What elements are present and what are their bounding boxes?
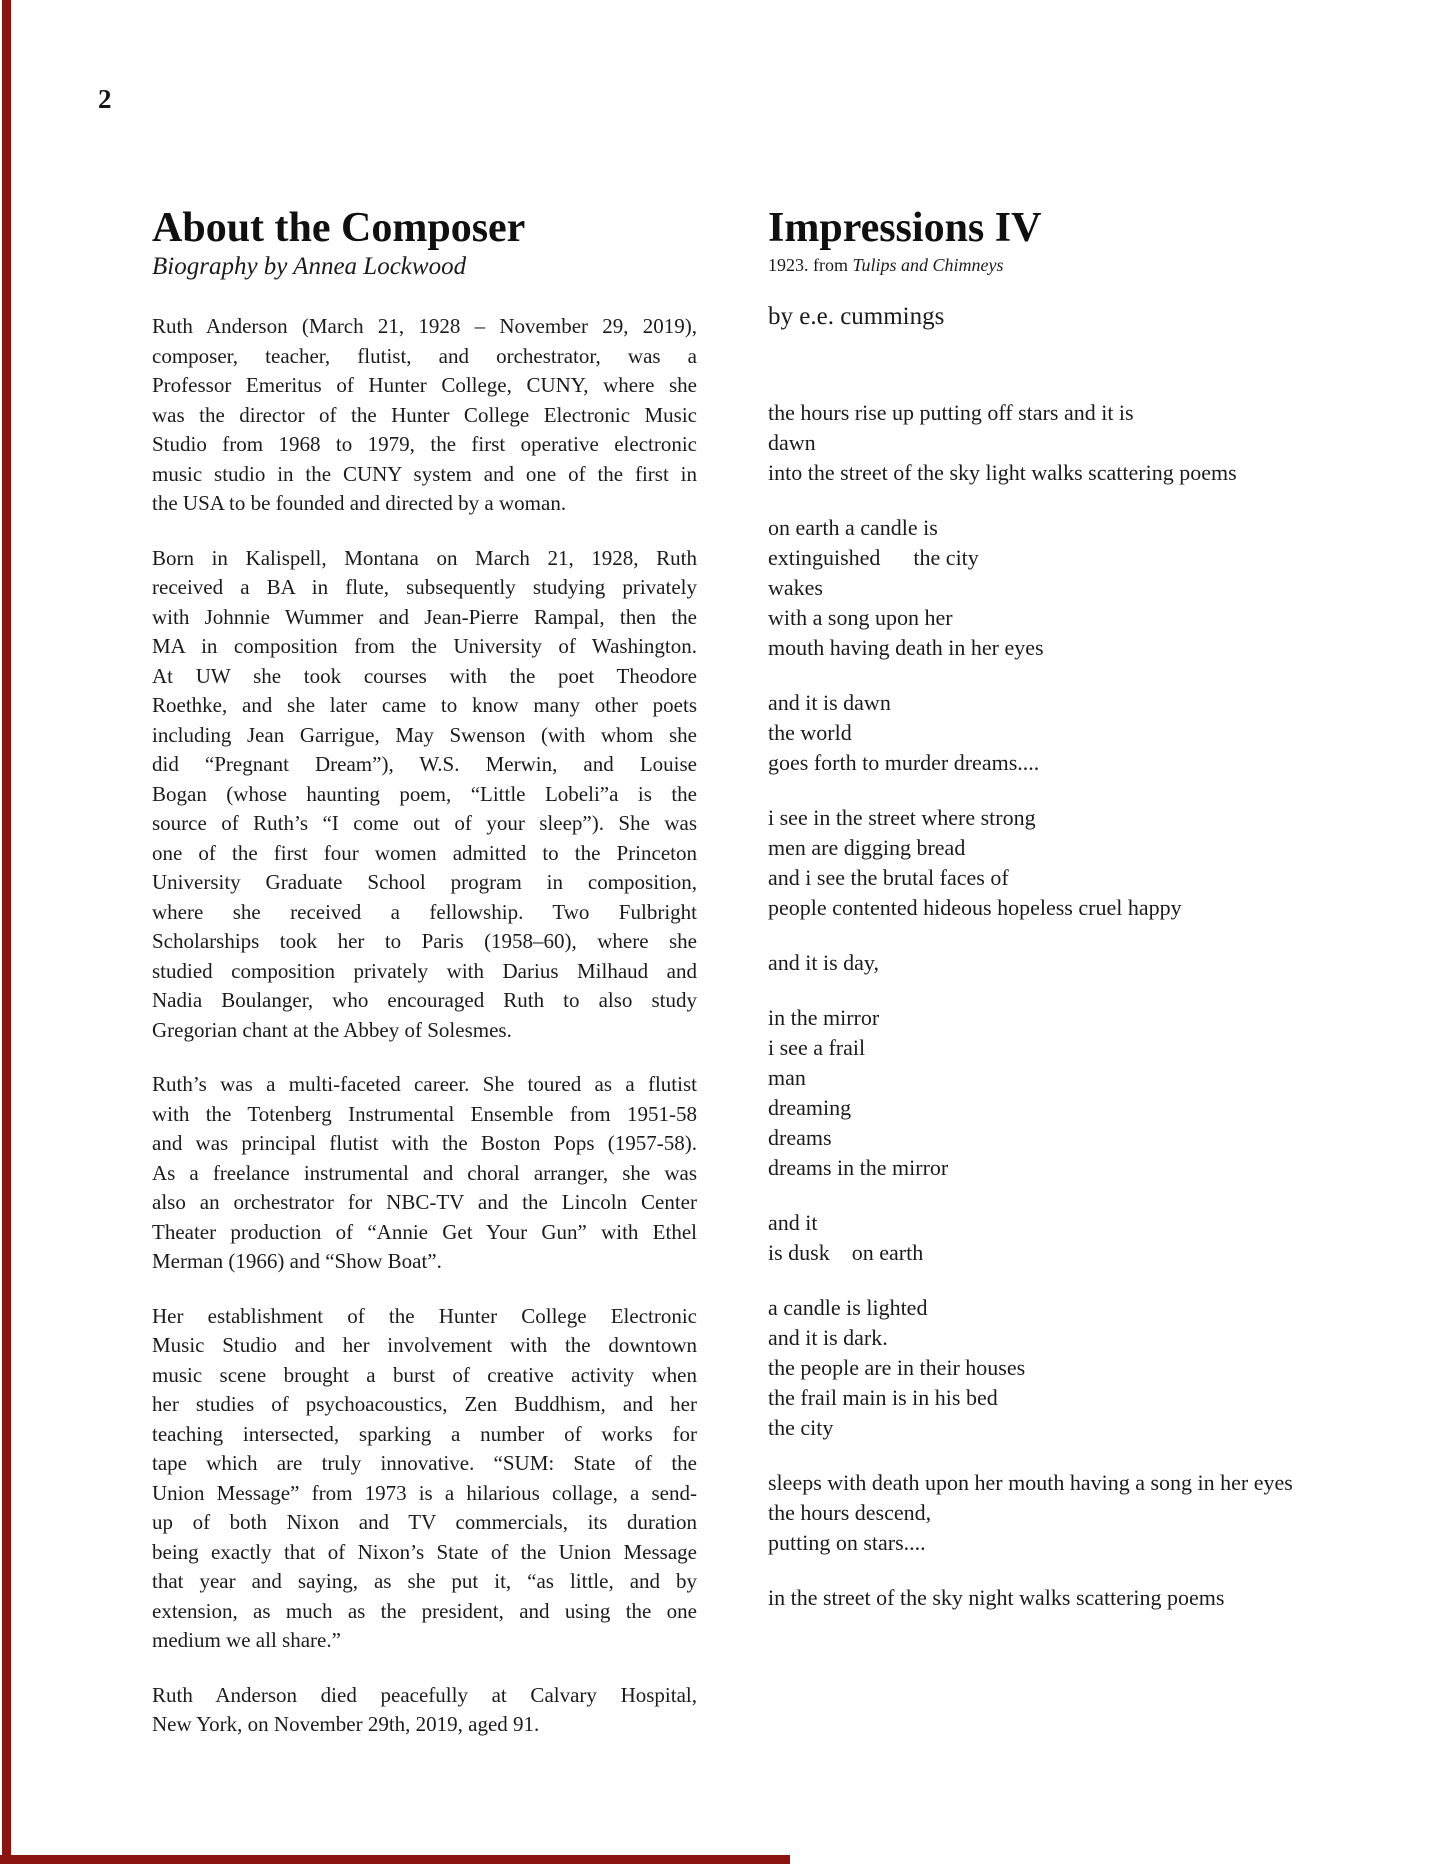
poem-stanza <box>768 1468 1388 1558</box>
bio-paragraph <box>152 1681 697 1740</box>
poem-source-year: 1923. from <box>768 255 853 275</box>
poem-line: dreams <box>768 1125 832 1150</box>
poem-stanza <box>768 948 1388 978</box>
bio-line: music scene brought a burst of creative activity when <box>152 1362 697 1387</box>
poem-line: into the street of the sky light walks scattering poems <box>768 460 1237 485</box>
poem-line: and it <box>768 1210 818 1235</box>
bio-line: extension, as much as the president, and using the one <box>152 1598 697 1623</box>
poem-line: i see in the street where strong <box>768 805 1036 830</box>
left-edge-rule <box>2 0 11 1864</box>
bio-line: did “Pregnant Dream”), W.S. Merwin, and Louise <box>152 752 697 776</box>
bio-line: also an orchestrator for NBC-TV and the Lincoln Center <box>152 1190 697 1214</box>
bio-line: Nadia Boulanger, who encouraged Ruth to also study <box>152 988 697 1012</box>
bio-line: At UW she took courses with the poet Theodore <box>152 663 697 688</box>
bio-line: Her establishment of the Hunter College Electronic <box>152 1303 697 1328</box>
poem-line: the people are in their houses <box>768 1355 1026 1380</box>
bio-line: Bogan (whose haunting poem, “Little Lobeli”a is the <box>152 781 697 806</box>
poem-line: dreams in the mirror <box>768 1155 949 1180</box>
poem-line: mouth having death in her eyes <box>768 635 1044 660</box>
bio-line: was the director of the Hunter College Electronic Music <box>152 402 697 427</box>
poem-line: dawn <box>768 430 816 455</box>
bio-line: Ruth Anderson died peacefully at Calvary Hospital, <box>152 1682 697 1707</box>
poem-line: the city <box>768 1415 834 1440</box>
poem-body <box>768 398 1388 1613</box>
bottom-edge-rule <box>0 1855 790 1864</box>
bio-line: that year and saying, as she put it, “as little, and by <box>152 1569 697 1593</box>
bio-line: Roethke, and she later came to know many other poets <box>152 693 697 717</box>
poem-line: putting on stars.... <box>768 1530 926 1555</box>
bio-line: medium we all share.” <box>152 1628 341 1652</box>
bio-line: tape which are truly innovative. “SUM: State of the <box>152 1451 697 1475</box>
poem-line: the hours rise up putting off stars and it is <box>768 400 1134 425</box>
poem-line: on earth a candle is <box>768 515 938 540</box>
bio-line: including Jean Garrigue, May Swenson (with whom she <box>152 722 697 747</box>
bio-line: teaching intersected, sparking a number of works for <box>152 1421 697 1446</box>
bio-line: and was principal flutist with the Boston Pops (1957-58). <box>152 1131 697 1155</box>
bio-paragraph <box>152 1070 697 1277</box>
poem-line: man <box>768 1065 806 1090</box>
bio-paragraph <box>152 312 697 519</box>
bio-line: composer, teacher, flutist, and orchestrator, was a <box>152 343 697 368</box>
poem-stanza <box>768 1208 1388 1268</box>
poem-line: is dusk on earth <box>768 1240 924 1265</box>
bio-line: one of the first four women admitted to the Princeton <box>152 840 697 865</box>
poem-line: with a song upon her <box>768 605 953 630</box>
bio-line: Scholarships took her to Paris (1958–60), where she <box>152 929 697 953</box>
poem-line: men are digging bread <box>768 835 966 860</box>
bio-line: Ruth Anderson (March 21, 1928 – November 29, 2019), <box>152 314 697 338</box>
bio-line: her studies of psychoacoustics, Zen Buddhism, and her <box>152 1392 697 1416</box>
bio-line: Theater production of “Annie Get Your Gun” with Ethel <box>152 1219 697 1244</box>
bio-line: where she received a fellowship. Two Fulbright <box>152 899 697 924</box>
poem-line: the frail main is in his bed <box>768 1385 998 1410</box>
bio-paragraphs <box>152 312 697 1740</box>
poem-line: and it is dawn <box>768 690 891 715</box>
poem-stanza <box>768 513 1388 663</box>
poem-line: and it is dark. <box>768 1325 888 1350</box>
poem-stanza <box>768 803 1388 923</box>
poem-stanza <box>768 1293 1388 1443</box>
poem-stanza <box>768 1583 1388 1613</box>
poem-line: and it is day, <box>768 950 879 975</box>
bio-line: music studio in the CUNY system and one of the first in <box>152 461 697 486</box>
bio-line: being exactly that of Nixon’s State of the Union Message <box>152 1539 697 1564</box>
poem-source <box>768 254 1388 276</box>
composer-bio-column <box>152 206 697 1740</box>
poem-line: people contented hideous hopeless cruel happy <box>768 895 1182 920</box>
poem-title: Impressions IV <box>768 205 1042 251</box>
bio-line: received a BA in flute, subsequently studying privately <box>152 575 697 599</box>
poem-line: wakes <box>768 575 823 600</box>
bio-paragraph <box>152 1302 697 1656</box>
poem-line: and i see the brutal faces of <box>768 865 1009 890</box>
poem-line: dreaming <box>768 1095 852 1120</box>
poem-stanza <box>768 398 1388 488</box>
poem-line: the world <box>768 720 852 745</box>
poem-line: goes forth to murder dreams.... <box>768 750 1040 775</box>
bio-line: Professor Emeritus of Hunter College, CUNY, where she <box>152 373 697 397</box>
poem-stanza <box>768 688 1388 778</box>
bio-line: Union Message” from 1973 is a hilarious collage, a send- <box>152 1480 697 1505</box>
bio-line: Gregorian chant at the Abbey of Solesmes. <box>152 1017 512 1042</box>
bio-line: up of both Nixon and TV commercials, its duration <box>152 1510 697 1534</box>
poem-stanza <box>768 1003 1388 1183</box>
bio-line: the USA to be founded and directed by a woman. <box>152 491 567 515</box>
poem-line: in the street of the sky night walks scattering poems <box>768 1585 1225 1610</box>
poem-source-book: Tulips and Chimneys <box>852 255 1004 275</box>
bio-line: Studio from 1968 to 1979, the first operative electronic <box>152 432 697 456</box>
bio-title: About the Composer <box>152 205 526 251</box>
bio-line: MA in composition from the University of Washington. <box>152 634 697 658</box>
bio-line: with the Totenberg Instrumental Ensemble from 1951-58 <box>152 1101 697 1126</box>
bio-subtitle: Biography by Annea Lockwood <box>152 253 467 280</box>
bio-line: As a freelance instrumental and choral arranger, she was <box>152 1160 697 1185</box>
bio-line: with Johnnie Wummer and Jean-Pierre Rampal, then the <box>152 604 697 629</box>
bio-line: Merman (1966) and “Show Boat”. <box>152 1249 442 1273</box>
poem-line: extinguished the city <box>768 545 979 570</box>
bio-line: New York, on November 29th, 2019, aged 91. <box>152 1712 540 1736</box>
bio-paragraph <box>152 544 697 1046</box>
poem-line: in the mirror <box>768 1005 880 1030</box>
page-number: 2 <box>98 84 112 114</box>
poem-line: the hours descend, <box>768 1500 932 1525</box>
bio-line: University Graduate School program in composition, <box>152 870 697 894</box>
bio-line: Born in Kalispell, Montana on March 21, 1928, Ruth <box>152 545 697 570</box>
bio-line: source of Ruth’s “I come out of your sleep”). She was <box>152 811 697 835</box>
poem-byline: by e.e. cummings <box>768 303 945 330</box>
poem-line: a candle is lighted <box>768 1295 928 1320</box>
poem-line: sleeps with death upon her mouth having a song in her eyes <box>768 1470 1293 1495</box>
poem-line: i see a frail <box>768 1035 866 1060</box>
bio-line: Music Studio and her involvement with the downtown <box>152 1333 697 1357</box>
bio-line: studied composition privately with Darius Milhaud and <box>152 958 697 983</box>
poem-column <box>768 206 1388 1613</box>
bio-line: Ruth’s was a multi-faceted career. She toured as a flutist <box>152 1072 697 1096</box>
